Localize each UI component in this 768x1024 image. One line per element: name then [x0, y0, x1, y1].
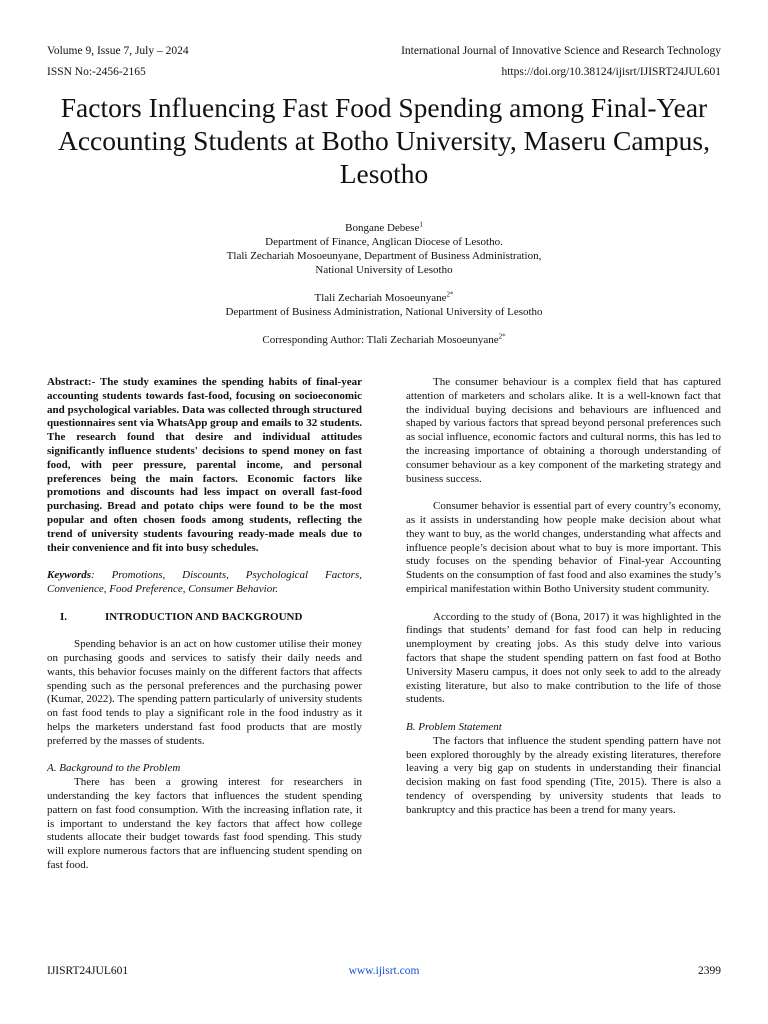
- abstract-label: Abstract:-: [47, 376, 96, 388]
- right-column: [406, 376, 721, 831]
- keywords-text: : Promotions, Discounts, Psychological Factors, Convenience, Food Preference, Consumer Behavior.: [47, 569, 362, 595]
- author-2-name: Tlali Zechariah Mosoeunyane: [314, 292, 447, 304]
- footer-page-number: 2399: [698, 965, 721, 977]
- right-paragraph-1: The consumer behaviour is a complex field that has captured attention of marketers and scholars alike. It is a well-known fact that the individual buying decisions and behaviours are influenced and shaped by various factors that spread beyond personal preferences such as social influence, economic factors and cultural norms, this has led to the increasing importance of obtaining a thorough understanding of consumer behaviour as a key component of the marketing strategy and business success.: [406, 376, 721, 485]
- author-1-affiliation-3: National University of Lesotho: [315, 264, 453, 276]
- right-paragraph-2: Consumer behavior is essential part of every country’s economy, as it assists in understanding how people make decision about what they want to buy, as the world changes, understanding what affects and influence people’s decision about what to buy is more important. This study focuses on the spending behavior of Final-year Accounting Students on the consumption of fast food and also examines the study’s empirical manifestation within Botho University student community.: [406, 500, 721, 595]
- volume-info: Volume 9, Issue 7, July – 2024: [47, 45, 189, 57]
- paper-title: Factors Influencing Fast Food Spending among Final-Year Accounting Students at Botho University, Maseru Campus, Lesotho: [57, 92, 711, 189]
- footer-website-link[interactable]: www.ijisrt.com: [348, 965, 420, 977]
- subsection-b-paragraph: The factors that influence the student spending pattern have not been explored thoroughly by the already existing literatures, therefore leaving a very big gap on students in understanding their financial decision making on fast food spending (Tite, 2015). There is also a tendency of overspending by university students that leads to bankruptcy and this practice has been a trend for many years.: [406, 734, 721, 816]
- right-paragraph-3: According to the study of (Bona, 2017) it was highlighted in the findings that students’ demand for fast food can help in reducing unemployment by creating jobs. As this study delve into various factors that shape the student spending pattern on fast food at Botho University Maseru campus, it does not only seek to add to the already existing literature, but also to make contribution to the life of those students.: [406, 610, 721, 706]
- corresponding-author-sup: 2*: [498, 332, 506, 341]
- corresponding-author-text: Corresponding Author: Tlali Zechariah Mosoeunyane: [262, 334, 499, 346]
- author-2: [84, 291, 684, 305]
- author-2-affiliation: Department of Business Administration, National University of Lesotho: [225, 306, 543, 318]
- intro-paragraph: Spending behavior is an act on how customer utilise their money on purchasing goods and services to satisfy their daily needs and wants, this behavior focuses mainly on the different factors that affects spending such as the personal preferences and the purchasing power (Kumar, 2022). The spending pattern particularly of university students on fast food tends to play a significant role in the food industry as it helps the marketers understand fast food products that are mostly preferred by the masses of students.: [47, 638, 362, 747]
- subsection-a-heading: A. Background to the Problem: [47, 762, 181, 775]
- journal-name: International Journal of Innovative Science and Research Technology: [401, 45, 721, 57]
- author-1-sup: 1: [419, 220, 423, 229]
- author-1-affiliation: Department of Finance, Anglican Diocese of Lesotho.: [265, 236, 503, 248]
- section-title: INTRODUCTION AND BACKGROUND: [105, 610, 303, 623]
- section-number: I.: [60, 610, 68, 623]
- abstract: [47, 376, 362, 555]
- author-1-name: Bongane Debese: [345, 222, 420, 234]
- doi-link[interactable]: https://doi.org/10.38124/ijisrt/IJISRT24JUL601: [501, 66, 721, 78]
- author-1-affiliation-2: Tlali Zechariah Mosoeunyane, Department of Business Administration,: [226, 250, 542, 262]
- author-block: [84, 221, 684, 347]
- subsection-a-paragraph: There has been a growing interest for researchers in understanding the key factors that influences the student spending pattern on fast food consumption. With the increasing inflation rate, it is important to understand the key factors that affect how college students allocate their budget towards fast food spending. This study will explore numerous factors that are influencing student spending on fast food.: [47, 776, 362, 871]
- keywords: [47, 569, 362, 597]
- footer-paper-id: IJISRT24JUL601: [47, 965, 129, 977]
- author-2-sup: 2*: [446, 290, 454, 299]
- abstract-text: The study examines the spending habits of final-year accounting students towards fast-food, focusing on socioeconomic and psychological variables. Data was collected through structured questionnaires sent via WhatsApp group and emails to 32 students. The research found that desire and individual attitudes significantly influence students' decisions to spend money on fast food, with peer pressure, parental income, and personal preferences being the main factors. Economic factors like promotions and discounts had less impact on overall fast-food purchasing. Bread and potato chips were found to be the most popular and often chosen foods among students, reflecting the trend of university students favouring ready-made meals due to their convenience and fit into busy schedules.: [47, 376, 362, 554]
- issn: ISSN No:-2456-2165: [47, 66, 146, 78]
- section-heading: [47, 611, 362, 625]
- keywords-label: Keywords: [47, 569, 91, 582]
- left-column: [47, 376, 362, 886]
- subsection-b-heading: B. Problem Statement: [406, 720, 502, 733]
- author-1: [84, 221, 684, 235]
- corresponding-author: [84, 333, 684, 347]
